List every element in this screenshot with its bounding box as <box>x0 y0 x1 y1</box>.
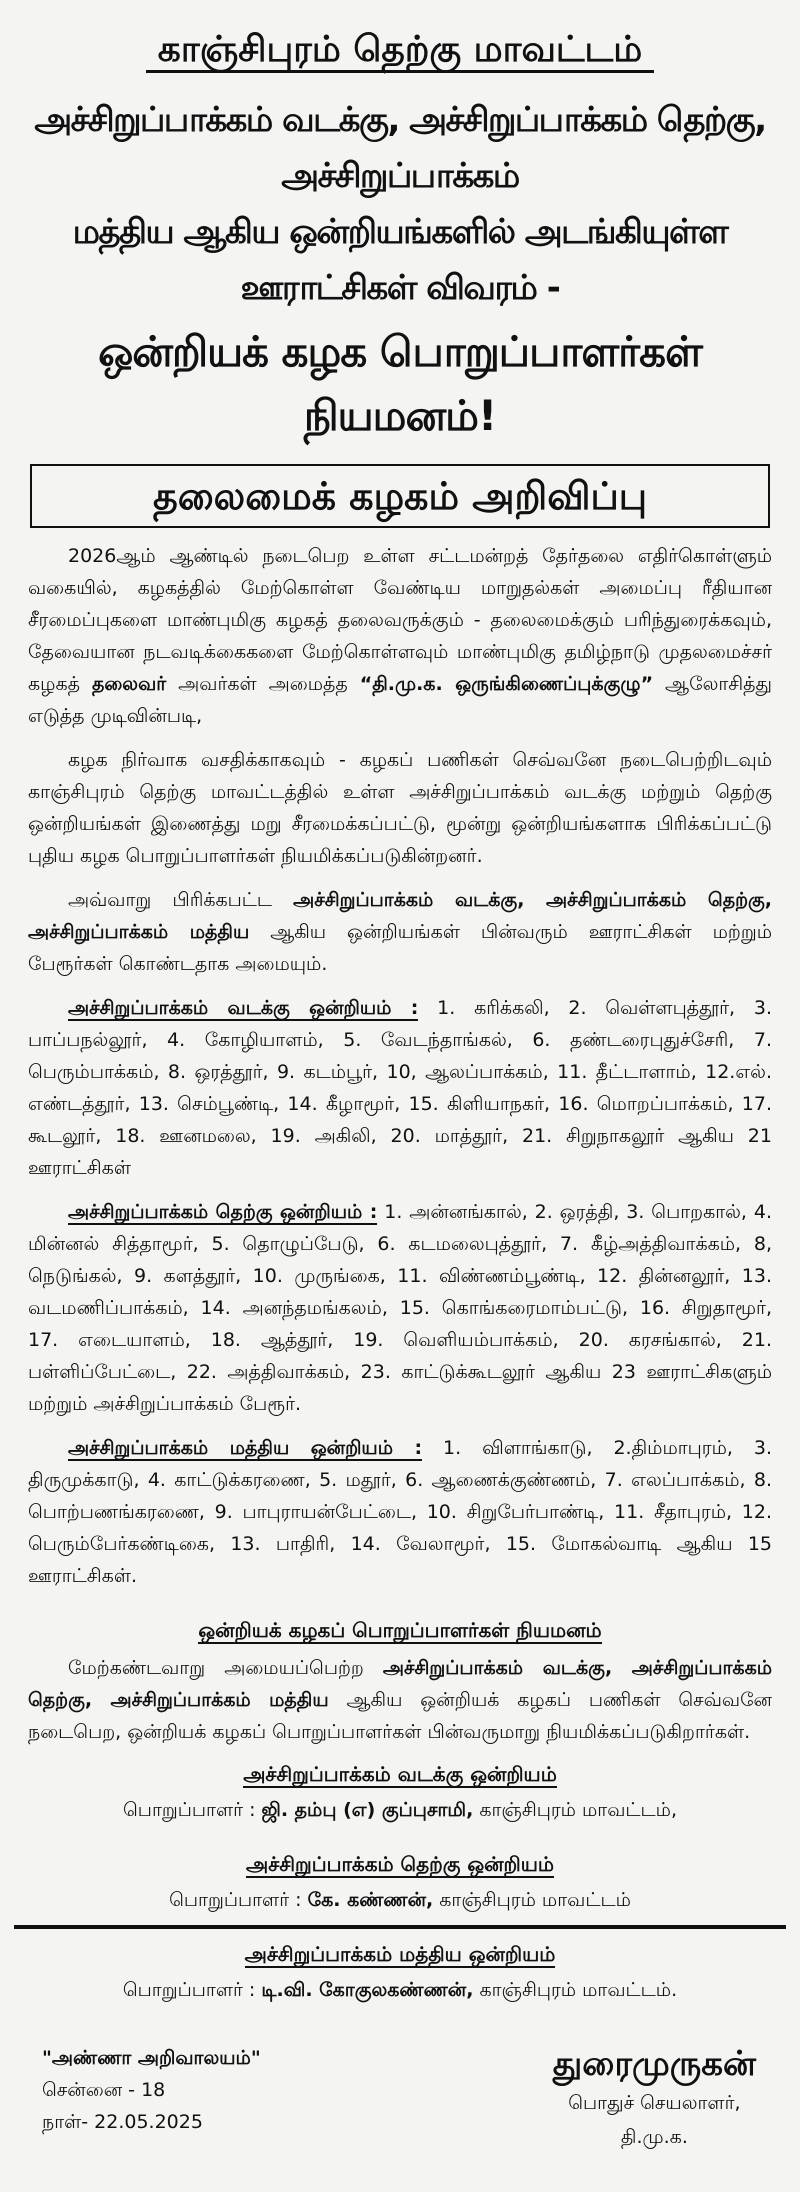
office-city: சென்னை - 18 <box>42 2079 166 2101</box>
office-name: "அண்ணா அறிவாலயம்" <box>42 2047 261 2069</box>
district-title: காஞ்சிபுரம் தெற்கு மாவட்டம் <box>14 28 786 72</box>
north-union-title: அச்சிறுப்பாக்கம் வடக்கு ஒன்றியம் : <box>68 997 419 1019</box>
signatory-name: துரைமுருகன் <box>552 2044 756 2084</box>
headline-line-2: மத்திய ஆகிய ஒன்றியங்களில் அடங்கியுள்ள ஊராட்சிகள் விவரம் - <box>72 212 728 308</box>
notice-date: நாள்- 22.05.2025 <box>42 2111 203 2133</box>
paragraph-2: கழக நிர்வாக வசதிக்காகவும் - கழகப் பணிகள் செவ்வனே நடைபெற்றிடவும் காஞ்சிபுரம் தெற்கு மாவட்டத்தில் உள்ள அச்சிறுப்பாக்கம் வடக்கு மற்றும் தெற்கு ஒன்றியங்கள் இணைத்து மறு சீரமைக்கப்பட்டு, மூன்று ஒன்றியங்களாக பிரிக்கப்பட்டு புதிய கழக பொறுப்பாளர்கள் நியமிக்கப்படுகின்றனர். <box>28 749 772 867</box>
responsible-south: பொறுப்பாளர் : கே. கண்ணன், காஞ்சிபுரம் மாவட்டம் <box>169 1889 631 1911</box>
footer-right <box>553 2042 756 2154</box>
signatory-designation: பொதுச் செயலாளர், <box>568 2092 741 2114</box>
central-union-title: அச்சிறுப்பாக்கம் மத்திய ஒன்றியம் : <box>68 1437 423 1459</box>
announcement-box: தலைமைக் கழகம் அறிவிப்பு <box>30 464 770 528</box>
south-union-list: அச்சிறுப்பாக்கம் தெற்கு ஒன்றியம் : 1. அன்னங்கால், 2. ஒரத்தி, 3. பொறகால், 4. மின்னல் சித்தாமூர், 5. தொழுப்பேடு, 6. கடமலைபுத்தூர், 7. கீழ்அத்திவாக்கம், 8, நெடுங்கல், 9. களத்தூர், 10. முருங்கை, 11. விண்ணம்பூண்டி, 12. தின்னலூர், 13. வடமணிப்பாக்கம், 14. அனந்தமங்கலம், 15. கொங்கரைமாம்பட்டு, 16. சிறுதாமூர், 17. எடையாளம், 18. ஆத்தூர், 19. வெளியம்பாக்கம், 20. கரசங்கால், 21. பள்ளிப்பேட்டை, 22. அத்திவாக்கம், 23. காட்டுக்கூடலூர் ஆகிய 23 ஊராட்சிகளும் மற்றும் அச்சிறுப்பாக்கம் பேரூர். <box>28 1201 772 1415</box>
unit-heading-north: அச்சிறுப்பாக்கம் வடக்கு ஒன்றியம் <box>243 1762 557 1786</box>
south-union-title: அச்சிறுப்பாக்கம் தெற்கு ஒன்றியம் : <box>68 1201 378 1223</box>
notice-page <box>14 0 786 2148</box>
paragraph-4: மேற்கண்டவாறு அமையப்பெற்ற அச்சிறுப்பாக்கம் வடக்கு, அச்சிறுப்பாக்கம் தெற்கு, அச்சிறுப்பாக்கம் மத்திய ஆகிய ஒன்றியக் கழகப் பணிகள் செவ்வனே நடைபெற, ஒன்றியக் கழகப் பொறுப்பாளர்கள் பின்வருமாறு நியமிக்கப்படுகிறார்கள். <box>28 1657 773 1743</box>
paragraph-3: அவ்வாறு பிரிக்கபட்ட அச்சிறுப்பாக்கம் வடக்கு, அச்சிறுப்பாக்கம் தெற்கு, அச்சிறுப்பாக்கம் மத்திய ஆகிய ஒன்றியங்கள் பின்வரும் ஊராட்சிகள் மற்றும் பேரூர்கள் கொண்டதாக அமையும். <box>28 889 772 975</box>
headline-line-1: அச்சிறுப்பாக்கம் வடக்கு, அச்சிறுப்பாக்கம் தெற்கு, அச்சிறுப்பாக்கம் <box>34 100 766 196</box>
appointment-title: ஒன்றியக் கழகப் பொறுப்பாளர்கள் நியமனம் <box>198 1618 602 1642</box>
paragraph-1: 2026ஆம் ஆண்டில் நடைபெற உள்ள சட்டமன்றத் தேர்தலை எதிர்கொள்ளும் வகையில், கழகத்தில் மேற்கொள்ள வேண்டிய மாறுதல்கள் அமைப்பு ரீதியான சீரமைப்புகளை மாண்புமிகு கழகத் தலைவருக்கும் - தலைமைக்கும் பரிந்துரைக்கவும், தேவையான நடவடிக்கைகளை மேற்கொள்ளவும் மாண்புமிகு தமிழ்நாடு முதலமைச்சர் கழகத் தலைவர் அவர்கள் அமைத்த “தி.மு.க. ஒருங்கிணைப்புக்குழு” ஆலோசித்து எடுத்த முடிவின்படி, <box>28 545 772 727</box>
party-name: தி.மு.க. <box>620 2126 688 2148</box>
central-union-list: அச்சிறுப்பாக்கம் மத்திய ஒன்றியம் : 1. விளாங்காடு, 2.திம்மாபுரம், 3. திருமுக்காடு, 4. காட்டுக்கரணை, 5. மதூர், 6. ஆணைக்குண்ணம், 7. எலப்பாக்கம், 8. பொற்பணங்கரணை, 9. பாபுராயன்பேட்டை, 10. சிறுபேர்பாண்டி, 11. சீதாபுரம், 12. பெரும்பேர்கண்டிகை, 13. பாதிரி, 14. வேலாமூர், 15. மோகல்வாடி ஆகிய 15 ஊராட்சிகள். <box>28 1437 773 1587</box>
bottom-rule <box>14 1925 786 1929</box>
footer-left <box>42 2042 261 2138</box>
responsible-central: பொறுப்பாளர் : டி.வி. கோகுலகண்ணன், காஞ்சிபுரம் மாவட்டம். <box>122 1979 678 2001</box>
footer <box>14 2042 786 2192</box>
unit-heading-south: அச்சிறுப்பாக்கம் தெற்கு ஒன்றியம் <box>246 1852 554 1876</box>
north-union-list: அச்சிறுப்பாக்கம் வடக்கு ஒன்றியம் : 1. கரிக்கலி, 2. வெள்ளபுத்தூர், 3. பாப்பநல்லூர், 4. கோழியாளம், 5. வேடந்தாங்கல், 6. தண்டரைபுதுச்சேரி, 7. பெரும்பாக்கம், 8. ஒரத்தூர், 9. கடம்பூர், 10, ஆலப்பாக்கம், 11. தீட்டாளாம், 12.எல். எண்டத்தூர், 13. செம்பூண்டி, 14. கீழாமூர், 15. கிளியாநகர், 16. மொறப்பாக்கம், 17. கூடலூர், 18. ஊனமலை, 19. அகிலி, 20. மாத்தூர், 21. சிறுநாகலூர் ஆகிய 21 ஊராட்சிகள் <box>28 997 772 1179</box>
unit-heading-central: அச்சிறுப்பாக்கம் மத்திய ஒன்றியம் <box>244 1942 556 1966</box>
headline-line-3: ஒன்றியக் கழக பொறுப்பாளர்கள் நியமனம்! <box>98 327 702 440</box>
responsible-north: பொறுப்பாளர் : ஜி. தம்பு (எ) குப்புசாமி, காஞ்சிபுரம் மாவட்டம், <box>123 1799 677 1821</box>
